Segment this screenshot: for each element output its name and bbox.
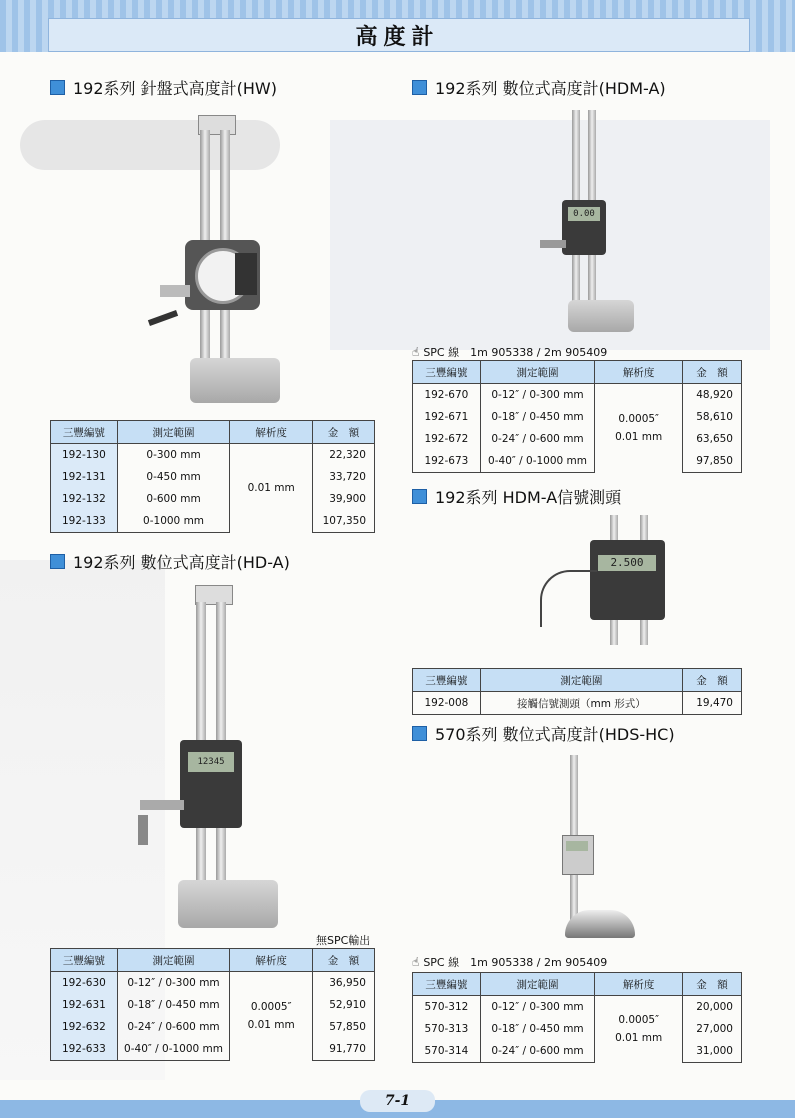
table-row: 192-673 0-40″ / 0-1000 mm 97,850 [413,450,742,473]
hdshc-gauge-image [540,755,640,945]
table-header: 金 額 [683,973,742,996]
resolution-cell: 0.0005″ 0.01 mm [595,384,683,473]
bullet-square-icon [50,80,65,95]
table-header: 解析度 [230,949,313,972]
table-header: 測定範圍 [480,973,595,996]
table-header: 金 額 [313,949,375,972]
table-header: 解析度 [595,973,683,996]
hdshc-price-table [412,972,742,1063]
page-title: 高度計 [355,25,440,50]
table-row: 192-671 0-18″ / 0-450 mm 58,610 [413,406,742,428]
table-row: 192-631 0-18″ / 0-450 mm 52,910 [51,994,375,1016]
table-row: 192-630 0-12″ / 0-300 mm 0.0005″ 0.01 mm 36,950 [51,972,375,995]
cable-icon: ☝ [412,955,420,969]
table-header: 測定範圍 [480,361,595,384]
section-title-hda: 192系列 數位式高度計(HD-A) [50,550,290,573]
resolution-cell: 0.0005″ 0.01 mm [595,996,683,1063]
section-title-hdshc: 570系列 數位式高度計(HDS-HC) [412,722,675,745]
table-header: 測定範圍 [117,421,230,444]
table-row: 192-008 接觸信號測頭（mm 形式） 19,470 [413,692,742,715]
resolution-cell: 0.01 mm [230,444,313,533]
hda-gauge-image: 12345 [120,580,320,930]
table-header: 測定範圍 [480,669,682,692]
table-header: 測定範圍 [117,949,230,972]
bullet-square-icon [412,489,427,504]
table-row: 570-313 0-18″ / 0-450 mm 27,000 [413,1018,742,1040]
bullet-square-icon [412,80,427,95]
probe-price-table [412,668,742,715]
table-row: 192-633 0-40″ / 0-1000 mm 91,770 [51,1038,375,1061]
table-row: 570-314 0-24″ / 0-600 mm 31,000 [413,1040,742,1063]
table-header: 解析度 [230,421,313,444]
hdshc-spc-line: ☝ SPC 線 1m 905338 / 2m 905409 [412,955,608,969]
hdma-gauge-image: 0.00 [520,105,660,335]
hdma-spc-line: ☝ SPC 線 1m 905338 / 2m 905409 [412,345,608,359]
table-header: 金 額 [683,361,742,384]
section-title-hdma: 192系列 數位式高度計(HDM-A) [412,76,666,99]
table-header: 三豐編號 [413,973,481,996]
hdma-price-table [412,360,742,473]
resolution-cell: 0.0005″ 0.01 mm [230,972,313,1061]
probe-display-readout: 2.500 [598,555,656,571]
table-header: 三豐編號 [51,949,118,972]
bullet-square-icon [412,726,427,741]
table-row: 192-670 0-12″ / 0-300 mm 0.0005″ 0.01 mm 48,920 [413,384,742,407]
table-header: 三豐編號 [413,669,481,692]
cable-icon: ☝ [412,345,420,359]
table-row: 192-131 0-450 mm 33,720 [51,466,375,488]
hda-note: 無SPC輸出 [316,934,371,947]
table-header: 金 額 [313,421,375,444]
hw-price-table [50,420,375,533]
table-row: 192-132 0-600 mm 39,900 [51,488,375,510]
probe-image [540,515,670,645]
section-title-hw: 192系列 針盤式高度計(HW) [50,76,277,99]
table-header: 三豐編號 [413,361,481,384]
table-header: 解析度 [595,361,683,384]
section-title-probe: 192系列 HDM-A信號測頭 [412,485,621,508]
page-number: 7-1 [360,1090,435,1112]
table-row: 192-133 0-1000 mm 107,350 [51,510,375,533]
table-row: 192-130 0-300 mm 0.01 mm 22,320 [51,444,375,467]
table-header: 金 額 [683,669,742,692]
table-header: 三豐編號 [51,421,118,444]
table-row: 570-312 0-12″ / 0-300 mm 0.0005″ 0.01 mm 20,000 [413,996,742,1019]
hda-price-table [50,948,375,1061]
table-row: 192-672 0-24″ / 0-600 mm 63,650 [413,428,742,450]
table-row: 192-632 0-24″ / 0-600 mm 57,850 [51,1016,375,1038]
bullet-square-icon [50,554,65,569]
hw-gauge-image [140,110,370,410]
